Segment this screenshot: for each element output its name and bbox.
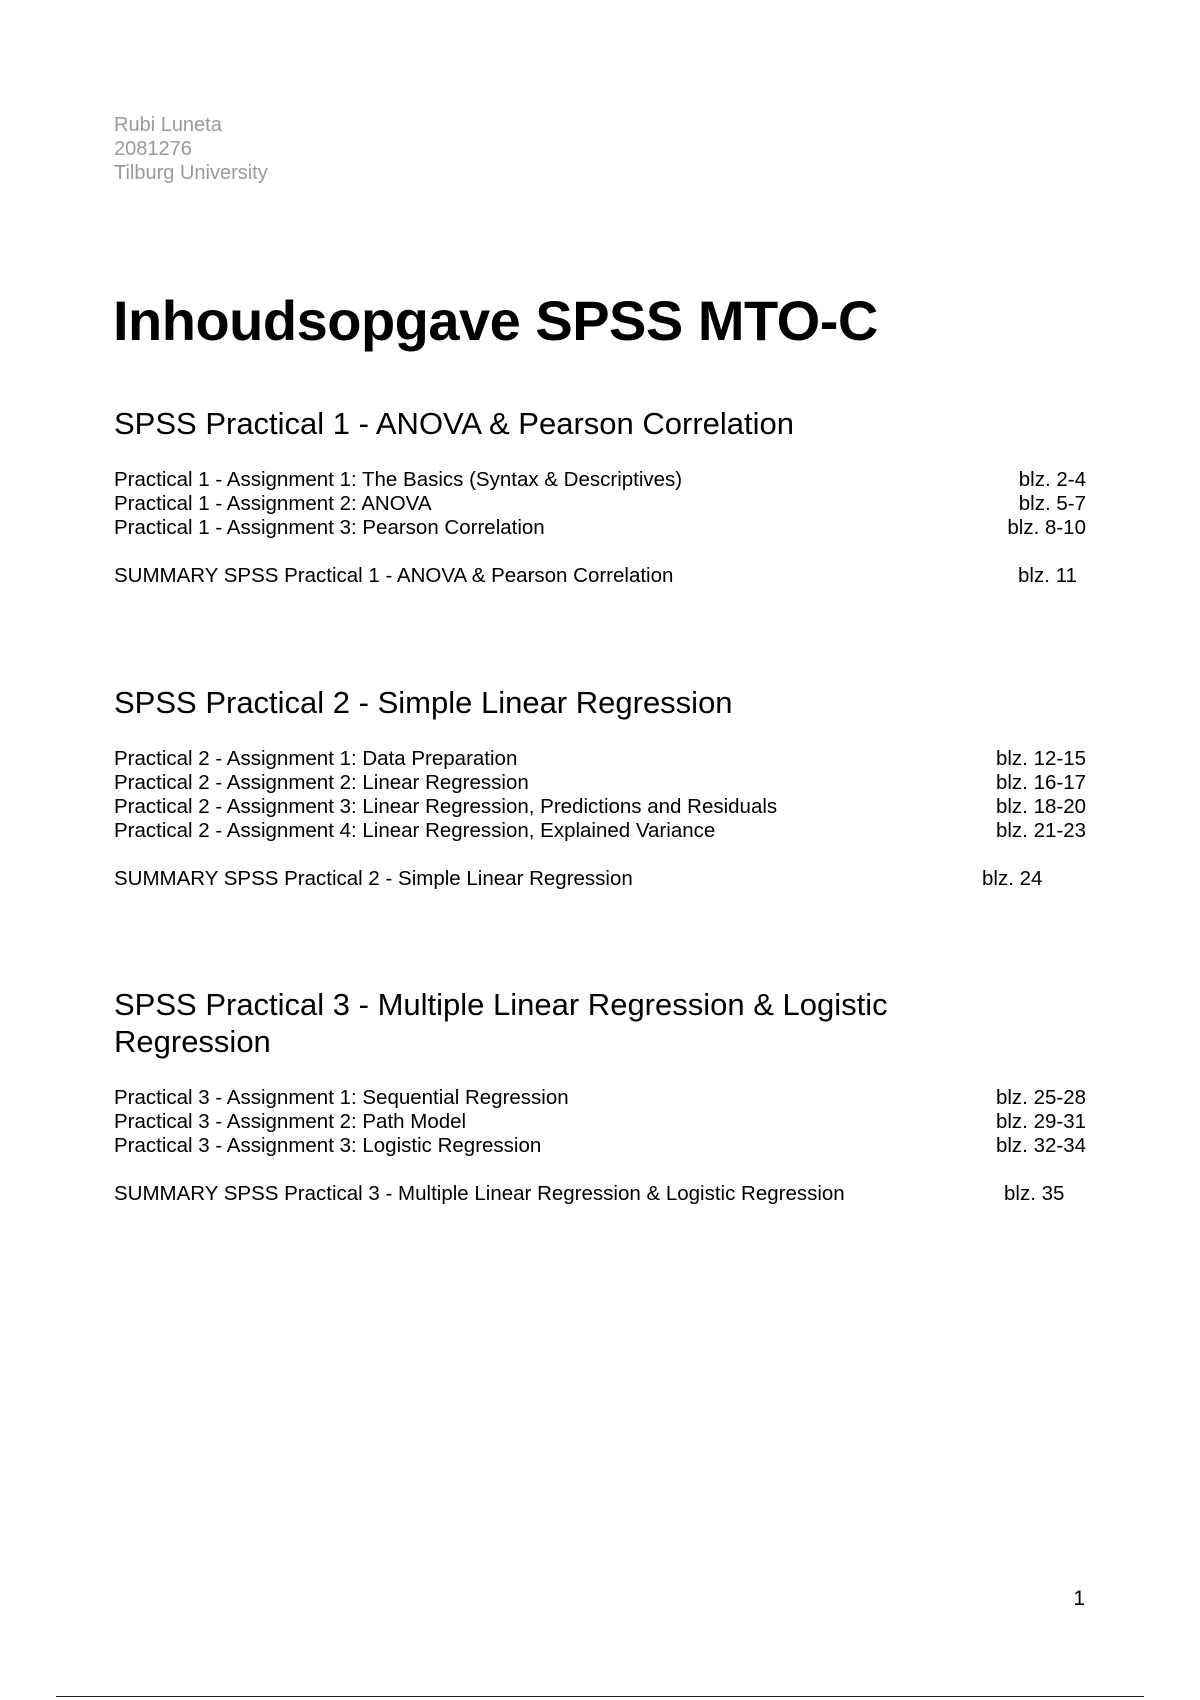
toc-entry: [114, 1134, 1086, 1158]
toc-entries: [114, 468, 1086, 540]
toc-summary-page: blz. 24: [982, 867, 1043, 890]
toc-entry-label: Practical 2 - Assignment 1: Data Preparation: [114, 747, 518, 770]
section-heading-line-1: SPSS Practical 3 - Multiple Linear Regression & Logistic: [114, 987, 888, 1022]
page-number: 1: [1073, 1587, 1085, 1610]
toc-entry-label: Practical 2 - Assignment 3: Linear Regression, Predictions and Residuals: [114, 795, 778, 818]
section-heading: SPSS Practical 1 - ANOVA & Pearson Correlation: [114, 406, 795, 441]
toc-entry-page: blz. 32-34: [995, 1134, 1086, 1157]
document-title: Inhoudsopgave SPSS MTO-C: [113, 289, 878, 352]
toc-entry-label: Practical 2 - Assignment 4: Linear Regression, Explained Variance: [114, 819, 716, 842]
toc-section-practical-2: [114, 684, 1086, 891]
toc-entry: [114, 516, 1086, 540]
toc-entry-page: blz. 18-20: [995, 795, 1086, 818]
footer-rule: [56, 1696, 1144, 1697]
toc-summary: [114, 564, 1086, 588]
toc-section-practical-1: [114, 405, 1086, 588]
toc-summary-page: blz. 35: [1004, 1182, 1065, 1205]
toc-summary: [114, 1182, 1086, 1206]
toc-entry-page: blz. 21-23: [995, 819, 1086, 842]
toc-summary-label: SUMMARY SPSS Practical 2 - Simple Linear Regression: [114, 867, 633, 890]
section-heading: [114, 986, 1086, 1060]
toc-entries: [114, 1086, 1086, 1158]
toc-entry-label: Practical 3 - Assignment 1: Sequential Regression: [114, 1086, 569, 1109]
toc-summary: [114, 867, 1086, 891]
student-number: 2081276: [114, 138, 192, 160]
toc-entry-page: blz. 16-17: [995, 771, 1086, 794]
toc-entry-label: Practical 1 - Assignment 2: ANOVA: [114, 492, 432, 515]
toc-entry: [114, 771, 1086, 795]
toc-summary-page: blz. 11: [1018, 564, 1077, 587]
toc-summary-label: SUMMARY SPSS Practical 1 - ANOVA & Pearson Correlation: [114, 564, 674, 587]
university-name: Tilburg University: [114, 162, 268, 184]
toc-entry: [114, 468, 1086, 492]
toc-entry: [114, 795, 1086, 819]
author-name: Rubi Luneta: [114, 114, 222, 136]
toc-entry-page: blz. 12-15: [995, 747, 1086, 770]
toc-entry-page: blz. 2-4: [1018, 468, 1086, 491]
toc-entry-label: Practical 1 - Assignment 1: The Basics (Syntax & Descriptives): [114, 468, 683, 491]
toc-entry-label: Practical 1 - Assignment 3: Pearson Correlation: [114, 516, 545, 539]
toc-summary-label: SUMMARY SPSS Practical 3 - Multiple Linear Regression & Logistic Regression: [114, 1182, 845, 1205]
toc-entry: [114, 1086, 1086, 1110]
toc-entry-label: Practical 3 - Assignment 2: Path Model: [114, 1110, 467, 1133]
toc-entry: [114, 747, 1086, 771]
toc-entry-label: Practical 3 - Assignment 3: Logistic Regression: [114, 1134, 542, 1157]
author-block: [114, 113, 268, 185]
toc-entry-page: blz. 5-7: [1018, 492, 1086, 515]
toc-section-practical-3: [114, 986, 1086, 1206]
toc-entry: [114, 819, 1086, 843]
toc-entry-page: blz. 25-28: [995, 1086, 1086, 1109]
toc-entry-page: blz. 8-10: [1007, 516, 1086, 539]
toc-entry: [114, 1110, 1086, 1134]
toc-entry-page: blz. 29-31: [995, 1110, 1086, 1133]
toc-entry-label: Practical 2 - Assignment 2: Linear Regression: [114, 771, 529, 794]
section-heading: SPSS Practical 2 - Simple Linear Regression: [114, 685, 733, 720]
toc-entry: [114, 492, 1086, 516]
section-heading-line-2: Regression: [114, 1024, 271, 1059]
toc-entries: [114, 747, 1086, 843]
